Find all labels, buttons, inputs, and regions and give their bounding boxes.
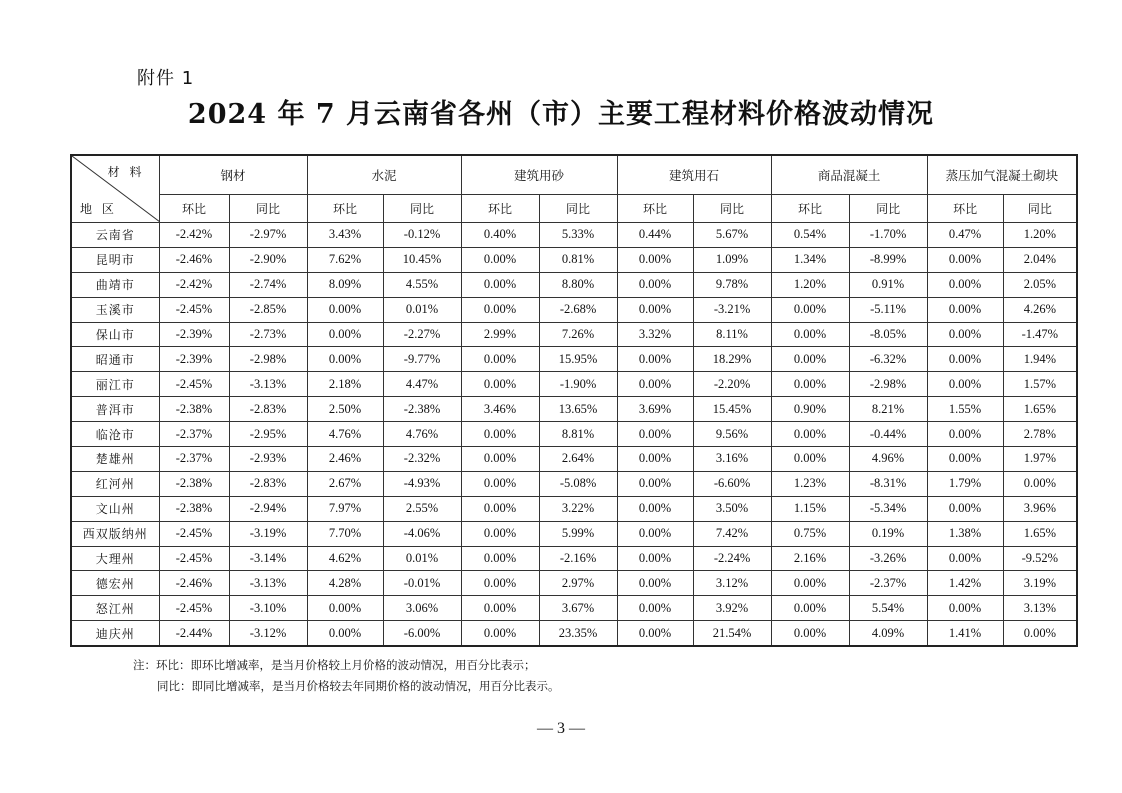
table-row (71, 496, 1077, 521)
yoy-value-cell: -2.27% (383, 322, 461, 347)
mom-value-cell: 0.00% (927, 447, 1003, 472)
mom-value-cell: 0.00% (307, 297, 383, 322)
mom-value-cell: 1.41% (927, 621, 1003, 646)
mom-value-cell: -2.37% (159, 422, 229, 447)
yoy-value-cell: 1.20% (1003, 223, 1077, 248)
yoy-value-cell: 4.96% (849, 447, 927, 472)
mom-value-cell: -2.39% (159, 347, 229, 372)
mom-value-cell: 0.00% (617, 496, 693, 521)
mom-value-cell: 0.00% (617, 447, 693, 472)
yoy-value-cell: -6.00% (383, 621, 461, 646)
yoy-value-cell: -4.93% (383, 471, 461, 496)
yoy-value-cell: -8.31% (849, 471, 927, 496)
mom-value-cell: 7.70% (307, 521, 383, 546)
region-cell: 楚雄州 (71, 447, 159, 472)
yoy-header: 同比 (383, 195, 461, 223)
mom-value-cell: 0.00% (927, 496, 1003, 521)
yoy-value-cell: 0.81% (539, 247, 617, 272)
mom-value-cell: 0.00% (927, 272, 1003, 297)
yoy-value-cell: -2.24% (693, 546, 771, 571)
yoy-value-cell: 3.96% (1003, 496, 1077, 521)
table-row (71, 546, 1077, 571)
yoy-value-cell: 7.42% (693, 521, 771, 546)
yoy-value-cell: 1.57% (1003, 372, 1077, 397)
yoy-value-cell: -5.11% (849, 297, 927, 322)
yoy-value-cell: 8.80% (539, 272, 617, 297)
mom-value-cell: -2.45% (159, 297, 229, 322)
yoy-value-cell: 2.55% (383, 496, 461, 521)
yoy-value-cell: -1.47% (1003, 322, 1077, 347)
yoy-value-cell: 15.45% (693, 397, 771, 422)
yoy-value-cell: -4.06% (383, 521, 461, 546)
mom-value-cell: -2.45% (159, 546, 229, 571)
corner-cell (71, 155, 159, 223)
attachment-label: 附件 1 (137, 68, 195, 89)
table-row (71, 297, 1077, 322)
yoy-value-cell: 21.54% (693, 621, 771, 646)
mom-value-cell: 0.00% (617, 596, 693, 621)
yoy-value-cell: 1.09% (693, 247, 771, 272)
mom-value-cell: 0.00% (771, 322, 849, 347)
mom-value-cell: 1.79% (927, 471, 1003, 496)
yoy-value-cell: -2.97% (229, 223, 307, 248)
mom-value-cell: 3.46% (461, 397, 539, 422)
yoy-header: 同比 (539, 195, 617, 223)
mom-value-cell: 7.62% (307, 247, 383, 272)
mom-value-cell: 0.00% (461, 372, 539, 397)
region-cell: 玉溪市 (71, 297, 159, 322)
yoy-value-cell: 3.06% (383, 596, 461, 621)
mom-value-cell: 0.00% (307, 322, 383, 347)
mom-value-cell: 0.00% (771, 372, 849, 397)
mom-value-cell: 0.00% (771, 571, 849, 596)
yoy-value-cell: -2.98% (849, 372, 927, 397)
mom-value-cell: 7.97% (307, 496, 383, 521)
page-title: 2024 年 7 月云南省各州（市）主要工程材料价格波动情况 (187, 99, 935, 130)
yoy-value-cell: 0.91% (849, 272, 927, 297)
yoy-value-cell: -2.93% (229, 447, 307, 472)
yoy-value-cell: -3.21% (693, 297, 771, 322)
mom-value-cell: 0.00% (461, 297, 539, 322)
mom-value-cell: 3.43% (307, 223, 383, 248)
mom-value-cell: -2.45% (159, 596, 229, 621)
table-row (71, 596, 1077, 621)
yoy-value-cell: 18.29% (693, 347, 771, 372)
mom-value-cell: 2.18% (307, 372, 383, 397)
yoy-value-cell: -2.90% (229, 247, 307, 272)
mom-header: 环比 (307, 195, 383, 223)
mom-header: 环比 (159, 195, 229, 223)
yoy-value-cell: -5.34% (849, 496, 927, 521)
yoy-value-cell: -3.10% (229, 596, 307, 621)
material-header: 钢材 (159, 155, 307, 195)
region-cell: 怒江州 (71, 596, 159, 621)
yoy-value-cell: -0.44% (849, 422, 927, 447)
mom-value-cell: 2.67% (307, 471, 383, 496)
mom-value-cell: -2.37% (159, 447, 229, 472)
yoy-value-cell: -2.20% (693, 372, 771, 397)
table-row (71, 422, 1077, 447)
mom-value-cell: 0.00% (461, 596, 539, 621)
region-cell: 大理州 (71, 546, 159, 571)
yoy-value-cell: 3.19% (1003, 571, 1077, 596)
yoy-value-cell: 1.65% (1003, 521, 1077, 546)
table-row (71, 521, 1077, 546)
mom-value-cell: 0.00% (771, 422, 849, 447)
mom-header: 环比 (927, 195, 1003, 223)
mom-value-cell: 0.00% (617, 546, 693, 571)
mom-value-cell: 0.00% (617, 272, 693, 297)
yoy-value-cell: -5.08% (539, 471, 617, 496)
yoy-value-cell: 4.55% (383, 272, 461, 297)
table-row (71, 397, 1077, 422)
material-header-row (71, 155, 1077, 195)
mom-value-cell: 0.00% (307, 347, 383, 372)
mom-value-cell: 0.00% (461, 471, 539, 496)
mom-value-cell: 0.00% (927, 247, 1003, 272)
material-header: 水泥 (307, 155, 461, 195)
mom-value-cell: 2.99% (461, 322, 539, 347)
region-cell: 昭通市 (71, 347, 159, 372)
yoy-value-cell: 4.26% (1003, 297, 1077, 322)
yoy-value-cell: 2.78% (1003, 422, 1077, 447)
yoy-value-cell: -3.14% (229, 546, 307, 571)
mom-value-cell: 0.00% (927, 422, 1003, 447)
yoy-value-cell: 4.47% (383, 372, 461, 397)
region-cell: 红河州 (71, 471, 159, 496)
yoy-value-cell: -2.94% (229, 496, 307, 521)
page-number: — 3 — (537, 720, 585, 737)
yoy-value-cell: 0.01% (383, 297, 461, 322)
mom-header: 环比 (771, 195, 849, 223)
yoy-value-cell: 3.22% (539, 496, 617, 521)
mom-value-cell: -2.46% (159, 571, 229, 596)
yoy-value-cell: -2.83% (229, 471, 307, 496)
mom-value-cell: -2.45% (159, 372, 229, 397)
price-table (70, 154, 1078, 647)
mom-value-cell: 0.00% (461, 247, 539, 272)
yoy-value-cell: 2.64% (539, 447, 617, 472)
mom-value-cell: 0.00% (461, 272, 539, 297)
yoy-value-cell: -9.52% (1003, 546, 1077, 571)
mom-value-cell: 8.09% (307, 272, 383, 297)
yoy-header: 同比 (229, 195, 307, 223)
mom-value-cell: 0.00% (927, 546, 1003, 571)
yoy-value-cell: 0.00% (1003, 621, 1077, 646)
yoy-value-cell: 5.33% (539, 223, 617, 248)
mom-value-cell: 0.00% (461, 347, 539, 372)
yoy-value-cell: -2.37% (849, 571, 927, 596)
region-cell: 丽江市 (71, 372, 159, 397)
yoy-value-cell: 2.05% (1003, 272, 1077, 297)
mom-header: 环比 (461, 195, 539, 223)
yoy-value-cell: 8.81% (539, 422, 617, 447)
mom-value-cell: 0.00% (927, 372, 1003, 397)
yoy-value-cell: 13.65% (539, 397, 617, 422)
mom-value-cell: -2.46% (159, 247, 229, 272)
yoy-value-cell: 10.45% (383, 247, 461, 272)
mom-value-cell: -2.45% (159, 521, 229, 546)
yoy-value-cell: -3.13% (229, 571, 307, 596)
mom-value-cell: 0.00% (461, 621, 539, 646)
yoy-value-cell: 8.11% (693, 322, 771, 347)
corner-region-label: 地 区 (80, 202, 117, 216)
mom-value-cell: 0.00% (927, 347, 1003, 372)
yoy-value-cell: -1.90% (539, 372, 617, 397)
yoy-value-cell: -8.05% (849, 322, 927, 347)
table-row (71, 223, 1077, 248)
mom-value-cell: 1.55% (927, 397, 1003, 422)
table-row (71, 447, 1077, 472)
mom-value-cell: 0.00% (617, 347, 693, 372)
note-yoy: 同比：即同比增减率，是当月价格较去年同期价格的波动情况，用百分比表示。 (157, 679, 560, 693)
mom-value-cell: 2.16% (771, 546, 849, 571)
yoy-value-cell: -3.19% (229, 521, 307, 546)
mom-value-cell: 0.00% (771, 297, 849, 322)
yoy-value-cell: 1.94% (1003, 347, 1077, 372)
yoy-value-cell: -9.77% (383, 347, 461, 372)
yoy-value-cell: -2.95% (229, 422, 307, 447)
yoy-header: 同比 (849, 195, 927, 223)
yoy-value-cell: 0.19% (849, 521, 927, 546)
yoy-value-cell: -3.26% (849, 546, 927, 571)
yoy-value-cell: -0.12% (383, 223, 461, 248)
yoy-value-cell: -2.83% (229, 397, 307, 422)
yoy-value-cell: 9.78% (693, 272, 771, 297)
yoy-value-cell: 8.21% (849, 397, 927, 422)
mom-value-cell: 0.00% (461, 571, 539, 596)
mom-value-cell: 0.00% (617, 372, 693, 397)
yoy-value-cell: -6.32% (849, 347, 927, 372)
region-cell: 云南省 (71, 223, 159, 248)
yoy-value-cell: -2.16% (539, 546, 617, 571)
yoy-value-cell: 4.09% (849, 621, 927, 646)
yoy-value-cell: 3.12% (693, 571, 771, 596)
yoy-value-cell: -2.68% (539, 297, 617, 322)
table-row (71, 372, 1077, 397)
mom-value-cell: 1.20% (771, 272, 849, 297)
yoy-header: 同比 (693, 195, 771, 223)
yoy-value-cell: -6.60% (693, 471, 771, 496)
table-row (71, 322, 1077, 347)
material-header: 建筑用石 (617, 155, 771, 195)
table-row (71, 272, 1077, 297)
yoy-value-cell: 3.50% (693, 496, 771, 521)
yoy-value-cell: -0.01% (383, 571, 461, 596)
mom-value-cell: 0.00% (461, 496, 539, 521)
mom-value-cell: 0.00% (617, 422, 693, 447)
region-cell: 普洱市 (71, 397, 159, 422)
mom-value-cell: 0.00% (617, 571, 693, 596)
table-row (71, 621, 1077, 646)
mom-value-cell: 0.00% (771, 347, 849, 372)
yoy-value-cell: -1.70% (849, 223, 927, 248)
yoy-value-cell: 1.97% (1003, 447, 1077, 472)
note-mom: 注：环比：即环比增减率，是当月价格较上月价格的波动情况，用百分比表示； (133, 658, 536, 672)
yoy-value-cell: -2.74% (229, 272, 307, 297)
mom-value-cell: 3.32% (617, 322, 693, 347)
region-cell: 文山州 (71, 496, 159, 521)
mom-value-cell: -2.38% (159, 397, 229, 422)
yoy-value-cell: 3.67% (539, 596, 617, 621)
region-cell: 昆明市 (71, 247, 159, 272)
mom-header: 环比 (617, 195, 693, 223)
mom-value-cell: -2.38% (159, 471, 229, 496)
mom-value-cell: 0.00% (461, 521, 539, 546)
yoy-value-cell: -8.99% (849, 247, 927, 272)
mom-value-cell: 3.69% (617, 397, 693, 422)
mom-value-cell: 0.00% (617, 621, 693, 646)
mom-value-cell: -2.42% (159, 272, 229, 297)
yoy-value-cell: 3.16% (693, 447, 771, 472)
mom-value-cell: 1.15% (771, 496, 849, 521)
table-row (71, 247, 1077, 272)
region-cell: 迪庆州 (71, 621, 159, 646)
mom-value-cell: 0.00% (927, 596, 1003, 621)
mom-value-cell: 2.46% (307, 447, 383, 472)
mom-value-cell: 0.00% (617, 521, 693, 546)
region-cell: 西双版纳州 (71, 521, 159, 546)
table-row (71, 347, 1077, 372)
mom-value-cell: 0.47% (927, 223, 1003, 248)
mom-value-cell: 0.00% (307, 621, 383, 646)
region-cell: 德宏州 (71, 571, 159, 596)
mom-value-cell: 0.44% (617, 223, 693, 248)
yoy-value-cell: -2.38% (383, 397, 461, 422)
yoy-value-cell: 4.76% (383, 422, 461, 447)
mom-value-cell: 1.23% (771, 471, 849, 496)
yoy-value-cell: -2.32% (383, 447, 461, 472)
yoy-header: 同比 (1003, 195, 1077, 223)
yoy-value-cell: 1.65% (1003, 397, 1077, 422)
mom-value-cell: 0.75% (771, 521, 849, 546)
mom-value-cell: 0.00% (617, 471, 693, 496)
mom-value-cell: 0.00% (771, 447, 849, 472)
yoy-value-cell: 3.92% (693, 596, 771, 621)
region-cell: 临沧市 (71, 422, 159, 447)
table-row (71, 571, 1077, 596)
mom-value-cell: 1.42% (927, 571, 1003, 596)
mom-value-cell: 0.00% (307, 596, 383, 621)
yoy-value-cell: 2.97% (539, 571, 617, 596)
region-cell: 曲靖市 (71, 272, 159, 297)
mom-value-cell: 0.00% (461, 546, 539, 571)
material-header: 蒸压加气混凝土砌块 (927, 155, 1077, 195)
mom-value-cell: 0.90% (771, 397, 849, 422)
table-row (71, 471, 1077, 496)
mom-value-cell: 2.50% (307, 397, 383, 422)
yoy-value-cell: 5.54% (849, 596, 927, 621)
mom-value-cell: -2.44% (159, 621, 229, 646)
yoy-value-cell: 23.35% (539, 621, 617, 646)
yoy-value-cell: 7.26% (539, 322, 617, 347)
yoy-value-cell: 5.99% (539, 521, 617, 546)
material-header: 商品混凝土 (771, 155, 927, 195)
mom-value-cell: 0.00% (771, 596, 849, 621)
mom-value-cell: 0.00% (617, 297, 693, 322)
yoy-value-cell: 15.95% (539, 347, 617, 372)
mom-value-cell: -2.39% (159, 322, 229, 347)
yoy-value-cell: 0.01% (383, 546, 461, 571)
mom-value-cell: 4.28% (307, 571, 383, 596)
mom-value-cell: 0.00% (927, 322, 1003, 347)
mom-value-cell: 0.54% (771, 223, 849, 248)
yoy-value-cell: -2.98% (229, 347, 307, 372)
mom-value-cell: -2.38% (159, 496, 229, 521)
mom-value-cell: 0.00% (771, 621, 849, 646)
yoy-value-cell: -3.12% (229, 621, 307, 646)
mom-value-cell: 0.00% (461, 422, 539, 447)
region-cell: 保山市 (71, 322, 159, 347)
mom-value-cell: 0.40% (461, 223, 539, 248)
mom-value-cell: 1.38% (927, 521, 1003, 546)
mom-value-cell: 4.76% (307, 422, 383, 447)
notes (133, 655, 560, 697)
mom-value-cell: 0.00% (617, 247, 693, 272)
yoy-value-cell: -2.73% (229, 322, 307, 347)
mom-value-cell: 0.00% (927, 297, 1003, 322)
yoy-value-cell: -2.85% (229, 297, 307, 322)
yoy-value-cell: 3.13% (1003, 596, 1077, 621)
mom-value-cell: 1.34% (771, 247, 849, 272)
yoy-value-cell: -3.13% (229, 372, 307, 397)
yoy-value-cell: 0.00% (1003, 471, 1077, 496)
subheader-row (71, 195, 1077, 223)
yoy-value-cell: 5.67% (693, 223, 771, 248)
corner-material-label: 材 料 (107, 165, 145, 179)
yoy-value-cell: 9.56% (693, 422, 771, 447)
material-header: 建筑用砂 (461, 155, 617, 195)
mom-value-cell: -2.42% (159, 223, 229, 248)
mom-value-cell: 4.62% (307, 546, 383, 571)
mom-value-cell: 0.00% (461, 447, 539, 472)
yoy-value-cell: 2.04% (1003, 247, 1077, 272)
